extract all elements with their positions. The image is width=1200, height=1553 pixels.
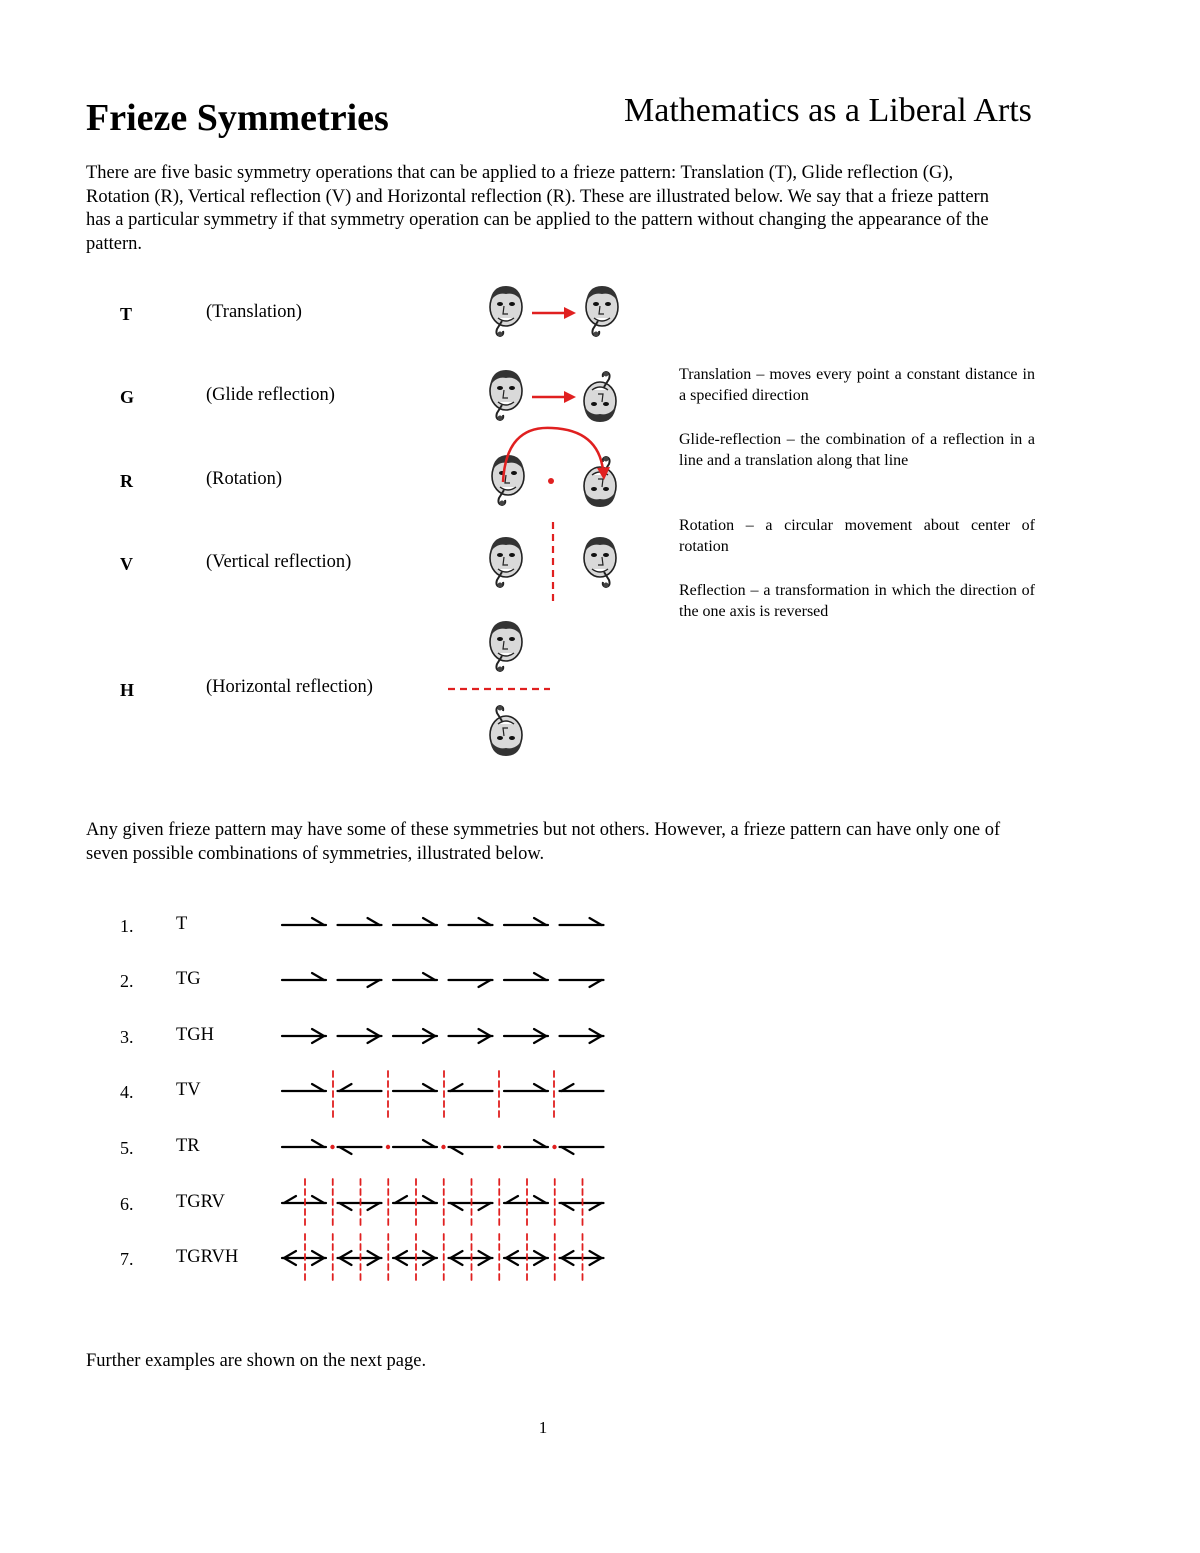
- footer-note: Further examples are shown on the next page.: [86, 1351, 427, 1371]
- rotation-point: [330, 1145, 334, 1149]
- page-number: 1: [538, 1418, 548, 1437]
- pattern-code: TGRVH: [176, 1247, 239, 1267]
- pattern-code: TGH: [176, 1025, 215, 1045]
- pattern-number: 3.: [120, 1027, 134, 1047]
- definition-reflection: Reflection – a transformation in which the direction of the one axis is reversed: [679, 582, 1035, 620]
- pattern-rows: [282, 918, 604, 1282]
- face-icon-inverted: [490, 706, 522, 757]
- page-title: Frieze Symmetries: [86, 97, 389, 139]
- definition-rotation: Rotation – a circular movement about center of rotation: [679, 517, 1035, 555]
- rotation-point: [386, 1145, 390, 1149]
- face-icon: [492, 455, 524, 506]
- pattern-number: 2.: [120, 971, 134, 991]
- pattern-code: TV: [176, 1080, 201, 1100]
- symmetry-name-horizontal: (Horizontal reflection): [206, 677, 373, 697]
- symmetry-name-glide: (Glide reflection): [206, 385, 335, 405]
- definition-glide-reflection: Glide-reflection – the combination of a reflection in a line and a translation along that line: [679, 431, 1035, 469]
- face-icon: [490, 286, 522, 337]
- face-icon-flipped: [584, 372, 616, 423]
- symmetry-letter-r: R: [120, 471, 133, 491]
- symmetry-letter-v: V: [120, 554, 133, 574]
- symmetry-name-vertical: (Vertical reflection): [206, 552, 352, 572]
- pattern-code: T: [176, 914, 188, 934]
- pattern-code: TR: [176, 1136, 200, 1156]
- course-title: Mathematics as a Liberal Arts: [624, 92, 1032, 129]
- symmetry-letter-g: G: [120, 387, 135, 407]
- rotation-point: [552, 1145, 556, 1149]
- symmetry-name-rotation: (Rotation): [206, 469, 283, 489]
- face-icon: [490, 537, 522, 588]
- rotation-center: [548, 478, 554, 484]
- face-icon: [490, 621, 522, 672]
- pattern-number: 4.: [120, 1082, 134, 1102]
- combinations-paragraph: Any given frieze pattern may have some of these symmetries but not others. However, a frieze pattern can have only one of seven possible combinations of symmetries, illustrated below.: [86, 820, 1001, 864]
- arrow-head: [564, 307, 576, 319]
- pattern-code: TG: [176, 969, 201, 989]
- pattern-code: TGRV: [176, 1192, 225, 1212]
- face-icon: [586, 286, 618, 337]
- symmetry-name-translation: (Translation): [206, 302, 302, 322]
- symmetry-letter-t: T: [120, 304, 133, 324]
- arrow-head: [564, 391, 576, 403]
- symmetry-letter-h: H: [120, 680, 135, 700]
- pattern-number: 1.: [120, 916, 134, 936]
- definition-translation: Translation – moves every point a constant distance in a specified direction: [679, 366, 1035, 404]
- pattern-number: 6.: [120, 1194, 134, 1214]
- rotation-point: [441, 1145, 445, 1149]
- rotation-point: [497, 1145, 501, 1149]
- face-icon: [490, 370, 522, 421]
- pattern-number: 7.: [120, 1249, 134, 1269]
- face-icon-rotated: [584, 457, 616, 508]
- pattern-number: 5.: [120, 1138, 134, 1158]
- intro-paragraph: There are five basic symmetry operations that can be applied to a frieze pattern: Translation (T), Glide reflection (G), Rotation (R), Vertical reflection (V) and Horizontal reflection (R). These are illustrated below. We say that a frieze pattern has a particular symmetry if that symmetry operation can be applied to the pattern without changing the appearance of the pattern.: [86, 163, 989, 254]
- face-icon-mirrored: [584, 537, 616, 588]
